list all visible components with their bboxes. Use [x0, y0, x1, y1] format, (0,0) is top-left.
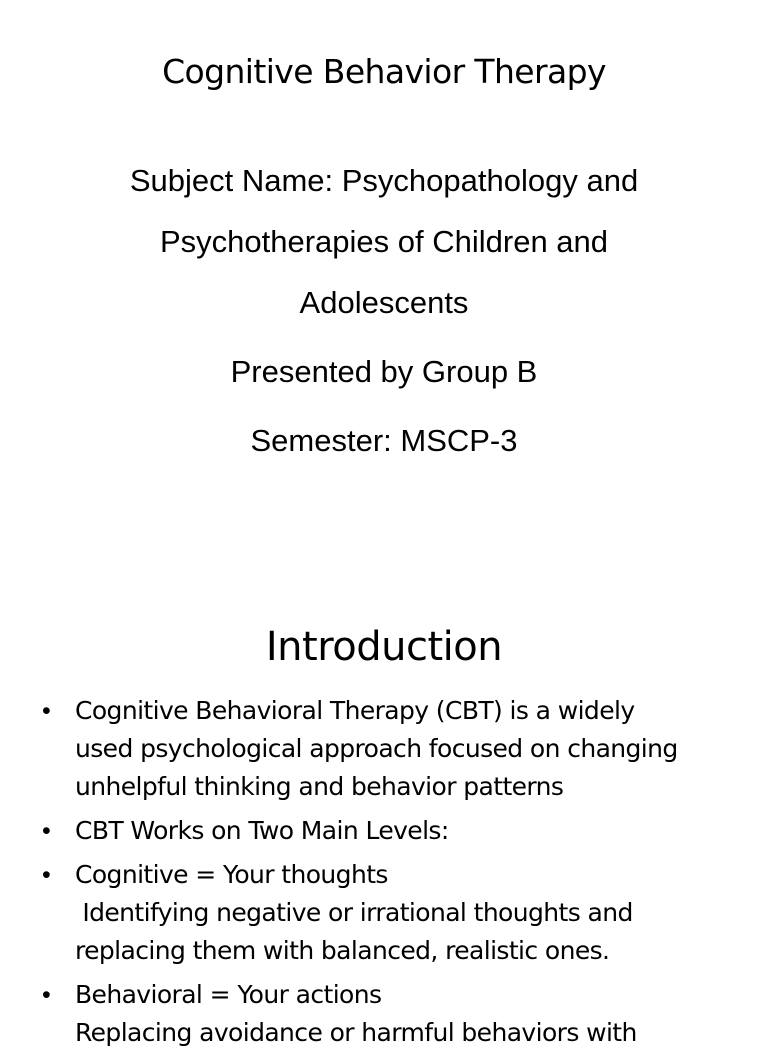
bullet-item [0, 692, 768, 806]
bullet-line: Cognitive Behavioral Therapy (CBT) is a widely [75, 696, 635, 725]
bullet-line: CBT Works on Two Main Levels: [75, 816, 449, 845]
bullet-line: Cognitive = Your thoughts [75, 860, 388, 889]
bullet-item [0, 976, 768, 1052]
bullet-line: Behavioral = Your actions [75, 980, 382, 1009]
presenter: Presented by Group B [230, 354, 538, 389]
introduction-slide [0, 560, 768, 1047]
bullet-item [0, 856, 768, 970]
subject-name [0, 150, 768, 333]
slide-title: Introduction [265, 624, 503, 670]
bullet-line: Identifying negative or irrational thoughts and [75, 898, 633, 927]
bullet-line: unhelpful thinking and behavior patterns [75, 772, 564, 801]
subject-line: Psychotherapies of Children and [159, 224, 609, 259]
bullet-line: used psychological approach focused on changing [75, 734, 678, 763]
bullet-line: Replacing avoidance or harmful behaviors with [75, 1018, 637, 1047]
bullet-list [0, 692, 768, 1058]
semester: Semester: MSCP-3 [250, 423, 518, 458]
bullet-icon: • [42, 861, 51, 889]
bullet-item [0, 812, 768, 850]
presentation-title: Cognitive Behavior Therapy [162, 52, 606, 91]
subject-line: Adolescents [299, 285, 469, 320]
subject-line: Subject Name: Psychopathology and [129, 163, 639, 198]
bullet-icon: • [42, 981, 51, 1009]
bullet-line: replacing them with balanced, realistic ones. [75, 936, 610, 965]
bullet-icon: • [42, 697, 51, 725]
bullet-icon: • [42, 817, 51, 845]
